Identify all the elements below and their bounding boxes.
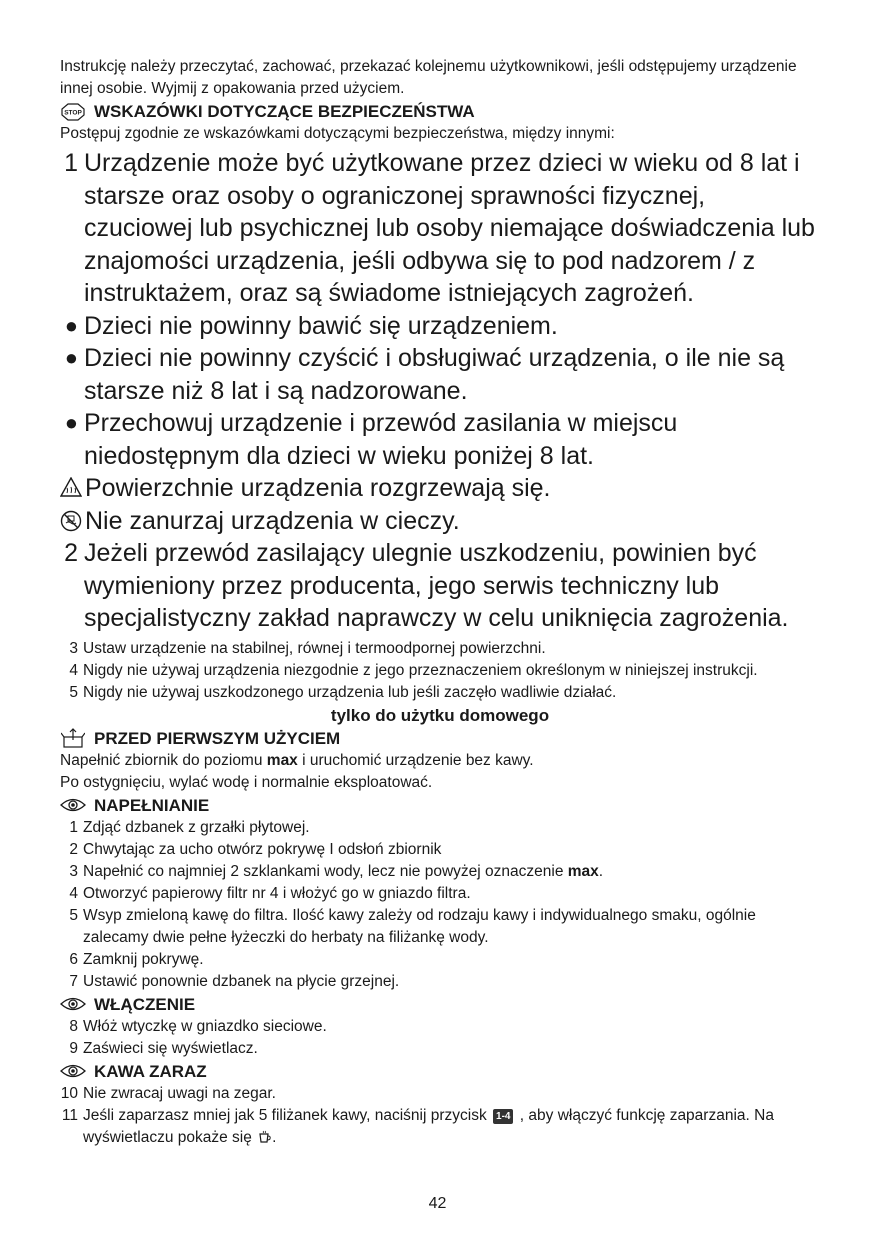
- no-immerse-text: Nie zanurzaj urządzenia w cieczy.: [85, 506, 460, 535]
- bullet-icon: ●: [64, 345, 78, 370]
- list-item: [60, 1038, 820, 1060]
- safety-small-list: [60, 638, 820, 704]
- switch-on-title: WŁĄCZENIE: [94, 994, 196, 1014]
- item-number: 9: [69, 1039, 78, 1057]
- item-text: Urządzenie może być użytkowane przez dzieci w wieku od 8 lat i starsze oraz osoby o ograniczonej sprawności fizycznej, czuciowej lub psychicznej lub osoby niemające doświadczenia lub znajomości urządzenia, jeśli odbywa się to pod nadzorem / z instruktażem, oraz są świadome istniejących zagrożeń.: [84, 149, 815, 307]
- first-use-line1-pre: Napełnić zbiornik do poziomu: [60, 751, 263, 769]
- list-item: [60, 638, 820, 660]
- brew-1-4-button-icon: 1-4: [493, 1109, 513, 1124]
- item-text: Ustaw urządzenie na stabilnej, równej i termoodpornej powierzchni.: [83, 639, 546, 657]
- cup-display-icon: [258, 1129, 272, 1151]
- intro-text: Instrukcję należy przeczytać, zachować, przekazać kolejnemu użytkownikowi, jeśli odstępujemy urządzenie innej osobie. Wyjmij z opakowania przed użyciem.: [60, 58, 797, 97]
- list-item: [60, 905, 820, 949]
- eye-icon: [60, 1061, 86, 1081]
- item3-pre: Napełnić co najmniej 2 szklankami wody, lecz nie powyżej oznaczenie: [83, 862, 564, 880]
- warning-hot-surface: [60, 472, 820, 505]
- list-item: [60, 537, 820, 635]
- item-text: Jeżeli przewód zasilający ulegnie uszkodzeniu, powinien być wymieniony przez producenta, jego serwis techniczny lub specjalistyczny zakład naprawczy w celu uniknięcia zagrożenia.: [84, 539, 789, 632]
- list-item: [60, 949, 820, 971]
- list-item: [60, 682, 820, 704]
- item-number: 5: [69, 906, 78, 924]
- no-immerse-icon: [60, 505, 84, 538]
- item-text: Nigdy nie używaj urządzenia niezgodnie z jego przeznaczeniem określonym w niniejszej instrukcji.: [83, 661, 758, 679]
- list-item: [60, 861, 820, 883]
- bullet-item: [60, 407, 820, 472]
- household-use-note: tylko do użytku domowego: [330, 705, 550, 725]
- safety-main-list: [60, 147, 820, 635]
- item-text: Włóż wtyczkę w gniazdko sieciowe.: [83, 1017, 327, 1035]
- list-item: [60, 817, 820, 839]
- filling-heading: [60, 794, 820, 817]
- item-number: 4: [69, 661, 78, 679]
- first-use-line1: [60, 750, 820, 772]
- item-number: 4: [69, 884, 78, 902]
- item11-post: .: [272, 1128, 277, 1146]
- safety-heading: [60, 100, 820, 123]
- eye-icon: [60, 994, 86, 1014]
- item-text: Zaświeci się wyświetlacz.: [83, 1039, 258, 1057]
- item-text: Zamknij pokrywę.: [83, 950, 204, 968]
- unbox-icon: [60, 728, 86, 748]
- hot-surface-warning-icon: [60, 472, 84, 505]
- eye-icon: [60, 795, 86, 815]
- item11-mid: , aby włączyć funkcję zaparzania. Na wyświetlaczu pokaże się: [83, 1106, 774, 1146]
- item-number: 2: [64, 539, 78, 567]
- bullet-text: Przechowuj urządzenie i przewód zasilania w miejscu niedostępnym dla dzieci w wieku poniżej 8 lat.: [84, 409, 678, 470]
- item-number: 1: [64, 149, 78, 177]
- item-text: Ustawić ponownie dzbanek na płycie grzejnej.: [83, 972, 400, 990]
- item-number: 10: [60, 1084, 78, 1102]
- item-text: [83, 861, 820, 883]
- item-number: 5: [69, 683, 78, 701]
- first-use-line1-post: i uruchomić urządzenie bez kawy.: [302, 751, 534, 769]
- hot-surface-text: Powierzchnie urządzenia rozgrzewają się.: [85, 474, 551, 502]
- switch-on-heading: [60, 993, 820, 1016]
- coffee-now-list: [60, 1083, 820, 1151]
- list-item: [60, 1083, 820, 1105]
- list-item: [60, 1016, 820, 1038]
- item-text: Nigdy nie używaj uszkodzonego urządzenia lub jeśli zaczęło wadliwie działać.: [83, 683, 617, 701]
- list-item: [60, 660, 820, 682]
- item-number: 1: [69, 818, 78, 836]
- item-number: 11: [61, 1106, 78, 1124]
- coffee-now-heading: [60, 1060, 820, 1083]
- item-number: 2: [69, 840, 78, 858]
- switch-on-list: [60, 1016, 820, 1060]
- list-item: [60, 1105, 820, 1151]
- item-text: Wsyp zmieloną kawę do filtra. Ilość kawy zależy od rodzaju kawy i indywidualnego smaku, ogólnie zalecamy dwie pełne łyżeczki do herbaty na filiżankę wody.: [83, 906, 756, 946]
- list-item: [60, 839, 820, 861]
- item-text: Chwytając za ucho otwórz pokrywę I odsłoń zbiornik: [83, 840, 442, 858]
- page-number: 42: [428, 1195, 447, 1212]
- stop-icon-text: STOP: [64, 109, 82, 116]
- bullet-icon: ●: [64, 312, 78, 338]
- item11-pre: Jeśli zaparzasz mniej jak 5 filiżanek kawy, naciśnij przycisk: [83, 1106, 487, 1124]
- max-label: max: [266, 751, 298, 769]
- list-item: [60, 147, 820, 310]
- filling-title: NAPEŁNIANIE: [94, 795, 210, 815]
- safety-title: WSKAZÓWKI DOTYCZĄCE BEZPIECZEŃSTWA: [94, 102, 475, 121]
- item-number: 3: [69, 862, 78, 880]
- bullet-icon: ●: [64, 410, 78, 435]
- stop-icon: [60, 102, 86, 122]
- item-text: Zdjąć dzbanek z grzałki płytowej.: [83, 818, 310, 836]
- first-use-title: PRZED PIERWSZYM UŻYCIEM: [94, 728, 341, 748]
- warning-no-immerse: [60, 505, 820, 538]
- bullet-item: [60, 310, 820, 343]
- first-use-line2: Po ostygnięciu, wylać wodę i normalnie eksploatować.: [60, 773, 433, 791]
- max-label: max: [567, 862, 599, 880]
- item-text: [83, 1105, 820, 1151]
- first-use-heading: [60, 727, 820, 750]
- item-text: Otworzyć papierowy filtr nr 4 i włożyć go w gniazdo filtra.: [83, 884, 471, 902]
- item-number: 6: [69, 950, 78, 968]
- item-number: 3: [69, 639, 78, 657]
- item-number: 8: [69, 1017, 78, 1035]
- list-item: [60, 883, 820, 905]
- bullet-text: Dzieci nie powinny bawić się urządzeniem.: [84, 311, 558, 340]
- safety-lead: Postępuj zgodnie ze wskazówkami dotyczącymi bezpieczeństwa, między innymi:: [60, 125, 615, 142]
- coffee-now-title: KAWA ZARAZ: [94, 1061, 207, 1081]
- list-item: [60, 971, 820, 993]
- bullet-item: [60, 342, 820, 407]
- item3-post: .: [598, 862, 604, 880]
- document-page: [60, 56, 820, 1151]
- filling-list: [60, 817, 820, 993]
- item-text: Nie zwracaj uwagi na zegar.: [83, 1084, 276, 1102]
- bullet-text: Dzieci nie powinny czyścić i obsługiwać urządzenia, o ile nie są starsze niż 8 lat i są nadzorowane.: [84, 344, 785, 405]
- item-number: 7: [69, 972, 78, 990]
